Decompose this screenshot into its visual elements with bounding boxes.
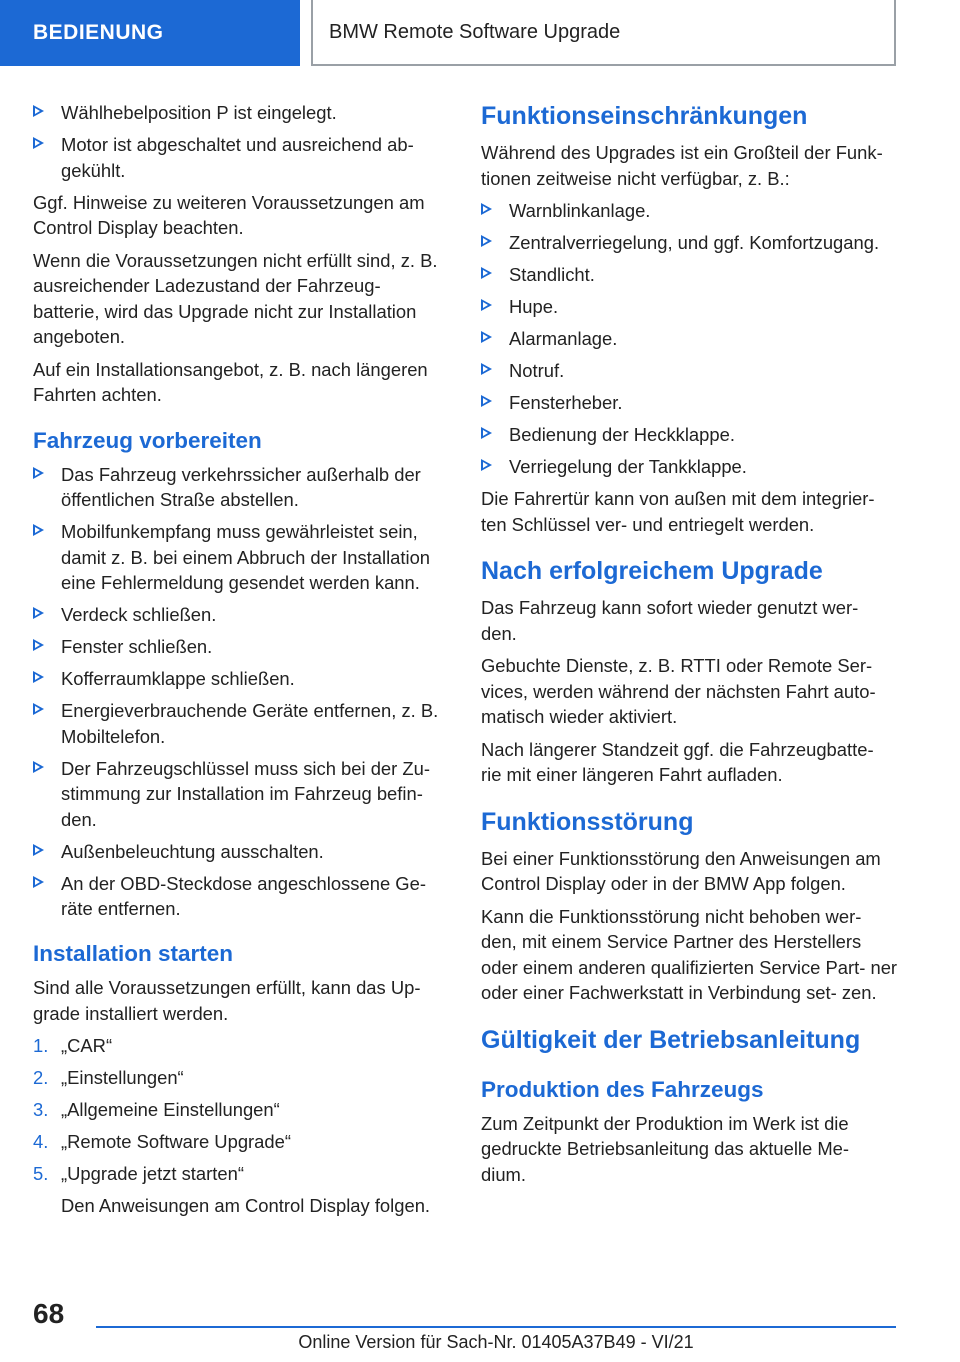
- heading-prepare-vehicle: Fahrzeug vorbereiten: [33, 427, 262, 453]
- step-note: Den Anweisungen am Control Display folgen.: [61, 1195, 431, 1216]
- triangle-bullet-icon: [481, 363, 492, 375]
- paragraph: Das Fahrzeug kann sofort wieder genutzt wer‐ den.: [481, 597, 859, 644]
- triangle-bullet-icon: [33, 876, 44, 888]
- paragraph: Nach längerer Standzeit ggf. die Fahrzeugbatte‐ rie mit einer längeren Fahrt aufladen.: [481, 738, 874, 785]
- list-item: Wählhebelposition P ist eingelegt.: [33, 100, 445, 126]
- requirements-list: [33, 100, 445, 183]
- heading-limitations: Funktionseinschränkungen: [481, 102, 808, 130]
- footer-version-text: Online Version für Sach-Nr. 01405A37B49 - VI/21: [298, 1332, 694, 1352]
- step-number: 3.: [33, 1099, 49, 1120]
- triangle-bullet-icon: [481, 395, 492, 407]
- chapter-title-text: BMW Remote Software Upgrade: [329, 20, 621, 43]
- paragraph: Während des Upgrades ist ein Großteil der Funk‐ tionen zeitweise nicht verfügbar, z. B.:: [481, 142, 883, 189]
- heading-start-installation: Installation starten: [33, 941, 234, 966]
- heading-after-upgrade: Nach erfolgreichem Upgrade: [481, 557, 823, 585]
- triangle-bullet-icon: [481, 299, 492, 311]
- triangle-bullet-icon: [481, 331, 492, 343]
- list-item: Kofferraumklappe schließen.: [33, 666, 445, 692]
- step-item: 1. „CAR“: [33, 1033, 445, 1059]
- left-column: [33, 100, 445, 1219]
- triangle-bullet-icon: [33, 105, 44, 117]
- heading-manual-validity: Gültigkeit der Betriebsanleitung: [481, 1025, 861, 1054]
- step-item: 3. „Allgemeine Einstellungen“: [33, 1097, 445, 1123]
- step-item: 2. „Einstellungen“: [33, 1065, 445, 1091]
- triangle-bullet-icon: [33, 844, 44, 856]
- triangle-bullet-icon: [33, 671, 44, 683]
- limitations-list: [481, 198, 899, 480]
- step-number: 5.: [33, 1163, 49, 1184]
- footer-divider: [96, 1326, 896, 1328]
- list-item: Motor ist abgeschaltet und ausreichend ab‐ gekühlt.: [33, 132, 445, 183]
- triangle-bullet-icon: [33, 524, 44, 536]
- paragraph: Ggf. Hinweise zu weiteren Voraussetzungen am Control Display beachten.: [33, 191, 425, 238]
- triangle-bullet-icon: [481, 427, 492, 439]
- prepare-list: [33, 462, 445, 922]
- triangle-bullet-icon: [481, 459, 492, 471]
- paragraph: Gebuchte Dienste, z. B. RTTI oder Remote Ser‐ vices, werden während der nächsten Fahrt auto‐ matisch wieder aktiviert.: [481, 655, 876, 727]
- right-column: [481, 100, 899, 1194]
- step-number: 4.: [33, 1131, 49, 1152]
- section-tab: BEDIENUNG: [0, 0, 300, 66]
- chapter-title: [311, 0, 896, 66]
- list-item: Energieverbrauchende Geräte entfernen, z. B. Mobiltelefon.: [33, 698, 445, 749]
- list-item: Außenbeleuchtung ausschalten.: [33, 839, 445, 865]
- paragraph: Auf ein Installationsangebot, z. B. nach längeren Fahrten achten.: [33, 358, 428, 405]
- triangle-bullet-icon: [33, 607, 44, 619]
- triangle-bullet-icon: [481, 267, 492, 279]
- list-item: Standlicht.: [481, 262, 899, 288]
- paragraph: Zum Zeitpunkt der Produktion im Werk ist die gedruckte Betriebsanleitung das aktuelle Me‐ dium.: [481, 1112, 850, 1185]
- step-number: 1.: [33, 1035, 49, 1056]
- paragraph: Bei einer Funktionsstörung den Anweisungen am Control Display oder in der BMW App folgen.: [481, 847, 881, 894]
- page-number: 68: [33, 1298, 65, 1329]
- list-item: Alarmanlage.: [481, 326, 899, 352]
- list-item: Bedienung der Heckklappe.: [481, 422, 899, 448]
- list-item: Das Fahrzeug verkehrssicher außerhalb der öffentlichen Straße abstellen.: [33, 462, 445, 513]
- list-item: Zentralverriegelung, und ggf. Komfortzugang.: [481, 230, 899, 256]
- installation-steps: [33, 1033, 445, 1187]
- list-item: Notruf.: [481, 358, 899, 384]
- heading-malfunction: Funktionsstörung: [481, 807, 694, 836]
- triangle-bullet-icon: [33, 467, 44, 479]
- triangle-bullet-icon: [33, 639, 44, 651]
- triangle-bullet-icon: [33, 761, 44, 773]
- list-item: Warnblinkanlage.: [481, 198, 899, 224]
- paragraph: Die Fahrertür kann von außen mit dem integrier‐ ten Schlüssel ver- und entriegelt werden.: [481, 488, 875, 535]
- list-item: Fensterheber.: [481, 390, 899, 416]
- triangle-bullet-icon: [33, 137, 44, 149]
- paragraph: Sind alle Voraussetzungen erfüllt, kann das Up‐ grade installiert werden.: [33, 977, 421, 1024]
- triangle-bullet-icon: [481, 203, 492, 215]
- list-item: Verriegelung der Tankklappe.: [481, 454, 899, 480]
- triangle-bullet-icon: [33, 703, 44, 715]
- paragraph: Kann die Funktionsstörung nicht behoben wer‐ den, mit einem Service Partner des Herstellers oder einem anderen qualifizierten Service Part‐ ner oder einer Fachwerkstatt in Verbindung set‐ zen.: [481, 905, 898, 1003]
- heading-vehicle-production: Produktion des Fahrzeugs: [481, 1076, 764, 1102]
- list-item: Mobilfunkempfang muss gewährleistet sein, damit z. B. bei einem Abbruch der Installation eine Fehlermeldung gesendet werden kann.: [33, 519, 445, 596]
- list-item: Der Fahrzeugschlüssel muss sich bei der Zu‐ stimmung zur Installation im Fahrzeug befin‐ den.: [33, 756, 445, 833]
- list-item: Verdeck schließen.: [33, 602, 445, 628]
- list-item: Hupe.: [481, 294, 899, 320]
- list-item: Fenster schließen.: [33, 634, 445, 660]
- step-item: 5. „Upgrade jetzt starten“: [33, 1161, 445, 1187]
- paragraph: Wenn die Voraussetzungen nicht erfüllt sind, z. B. ausreichender Ladezustand der Fahrzeug‐ batterie, wird das Upgrade nicht zur Installation angeboten.: [33, 249, 438, 347]
- step-number: 2.: [33, 1067, 49, 1088]
- triangle-bullet-icon: [481, 235, 492, 247]
- step-item: 4. „Remote Software Upgrade“: [33, 1129, 445, 1155]
- list-item: An der OBD-Steckdose angeschlossene Ge‐ räte entfernen.: [33, 871, 445, 922]
